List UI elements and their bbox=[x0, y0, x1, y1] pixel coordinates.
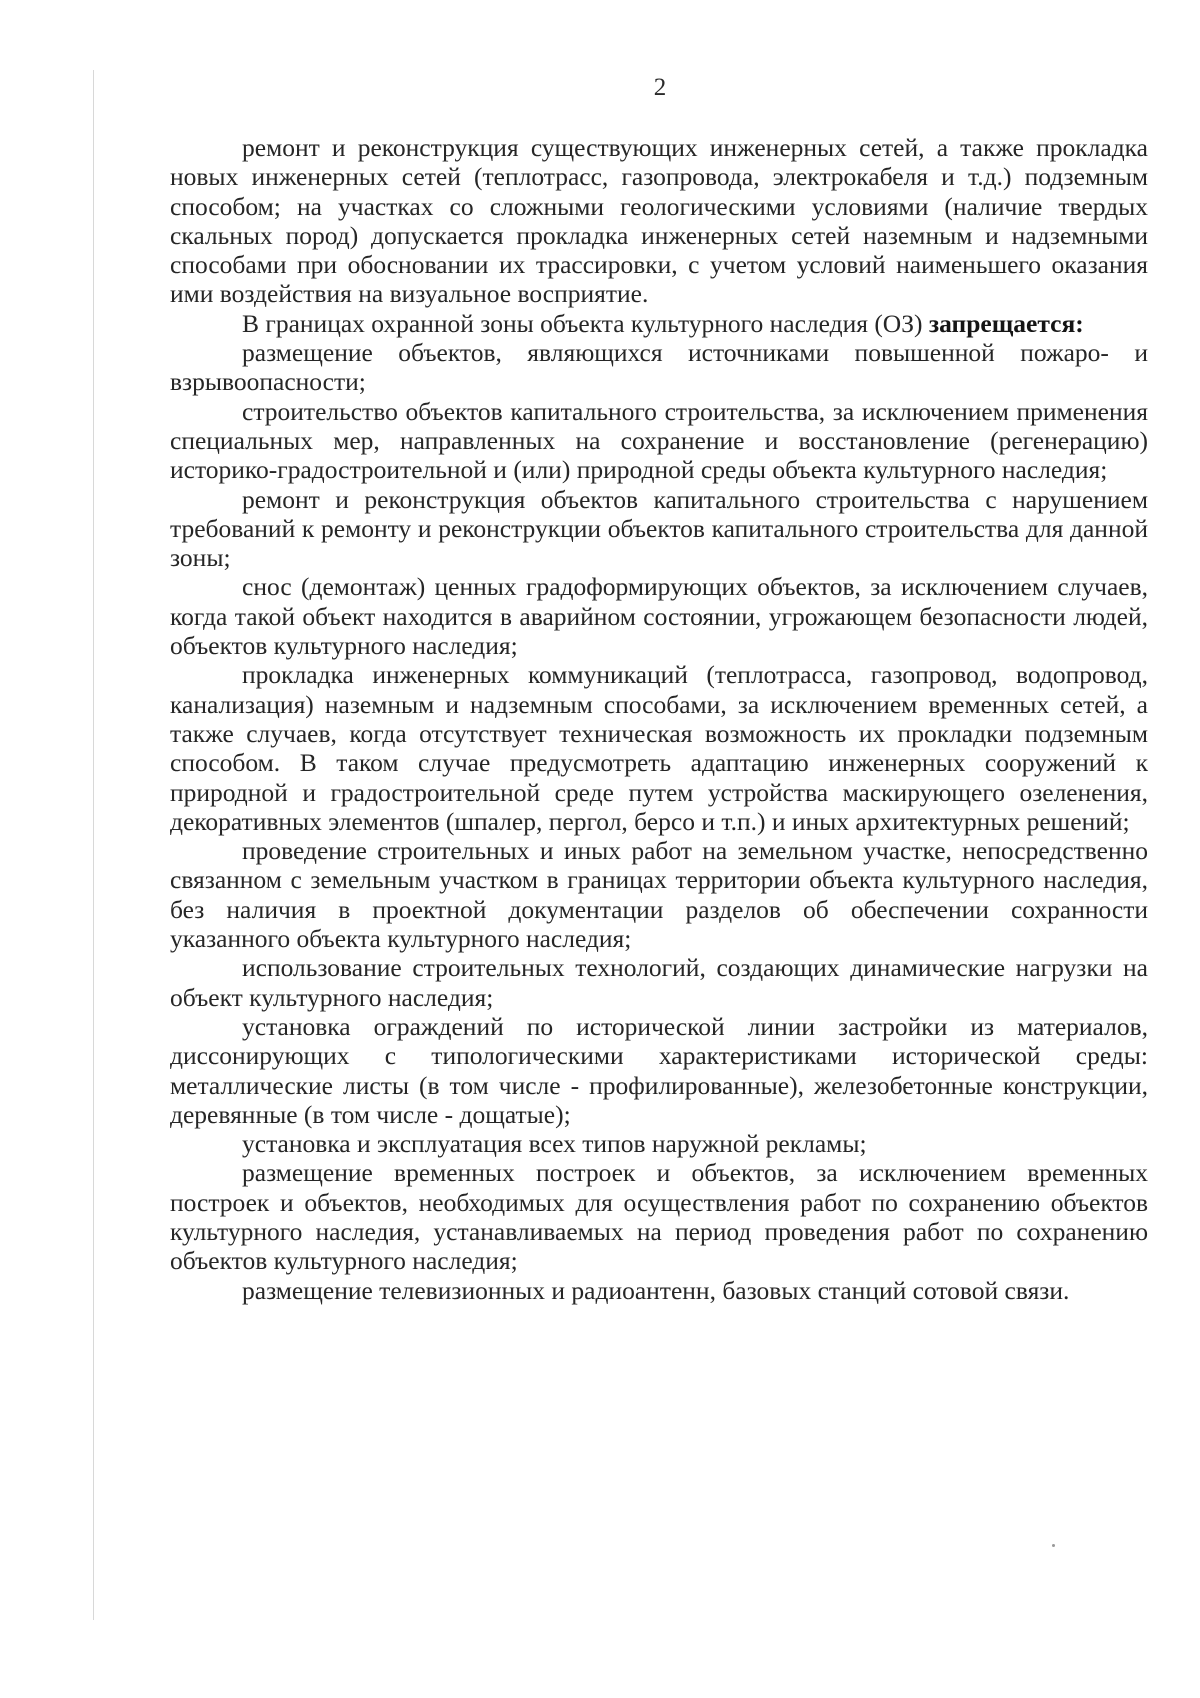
paragraph-networks-repair: ремонт и реконструкция существующих инженерных сетей, а также прокладка новых инженерных сетей (теплотрасс, газопровода, электрокабеля и т.д.) подземным способом; на участках со сложными геологическими условиями (наличие твердых скальных пород) допускается прокладка инженерных сетей наземным и надземными способами при обосновании их трассировки, с учетом условий наименьшего оказания ими воздействия на визуальное восприятие. bbox=[170, 133, 1148, 309]
paragraph-construction-works: проведение строительных и иных работ на земельном участке, непосредственно связанном с земельным участком в границах территории объекта культурного наследия, без наличия в проектной документации разделов об обеспечении сохранности указанного объекта культурного наследия; bbox=[170, 836, 1148, 954]
paragraph-zone-intro bbox=[170, 309, 1148, 338]
zone-intro-text: В границах охранной зоны объекта культурного наследия (ОЗ) bbox=[242, 308, 923, 338]
prohibited-heading: запрещается: bbox=[928, 308, 1084, 338]
paragraph-utilities: прокладка инженерных коммуникаций (теплотрасса, газопровод, водопровод, канализация) наземным и надземным способами, за исключением временных сетей, а также случаев, когда отсутствует техническая возможность их прокладки подземным способом. В таком случае предусмотреть адаптацию инженерных сооружений к природной и градостроительной среде путем устройства маскирующего озеленения, декоративных элементов (шпалер, пергол, берсо и т.п.) и иных архитектурных решений; bbox=[170, 660, 1148, 836]
paragraph-repair-violation: ремонт и реконструкция объектов капитального строительства с нарушением требований к ремонту и реконструкции объектов капитального строительства для данной зоны; bbox=[170, 484, 1148, 573]
paragraph-capital-construction: строительство объектов капитального строительства, за исключением применения специальных мер, направленных на сохранение и восстановление (регенерацию) историко-градостроительной и (или) природной среды объекта культурного наследия; bbox=[170, 396, 1148, 485]
paragraph-fences: установка ограждений по исторической линии застройки из материалов, диссонирующих с типологическими характеристиками исторической среды: металлические листы (в том числе - профилированные), железобетонные конструкции, деревянные (в том числе - дощатые); bbox=[170, 1011, 1148, 1129]
paragraph-demolition: снос (демонтаж) ценных градоформирующих объектов, за исключением случаев, когда такой объект находится в аварийном состоянии, угрожающем безопасности людей, объектов культурного наследия; bbox=[170, 572, 1148, 661]
paragraph-temporary-buildings: размещение временных построек и объектов, за исключением временных построек и объектов, необходимых для осуществления работ по сохранению объектов культурного наследия, устанавливаемых на период проведения работ по сохранению объектов культурного наследия; bbox=[170, 1158, 1148, 1276]
scan-left-edge bbox=[93, 70, 94, 1620]
paragraph-antennas: размещение телевизионных и радиоантенн, базовых станций сотовой связи. bbox=[242, 1275, 1070, 1305]
document-body bbox=[170, 133, 1148, 1305]
paragraph-fire-hazard: размещение объектов, являющихся источниками повышенной пожаро- и взрывоопасности; bbox=[170, 338, 1148, 397]
page-number: 2 bbox=[653, 74, 667, 101]
paragraph-advertising: установка и эксплуатация всех типов наружной рекламы; bbox=[242, 1129, 867, 1159]
scan-artifact-dot bbox=[1052, 1544, 1055, 1547]
paragraph-dynamic-loads: использование строительных технологий, создающих динамические нагрузки на объект культурного наследия; bbox=[170, 953, 1148, 1012]
